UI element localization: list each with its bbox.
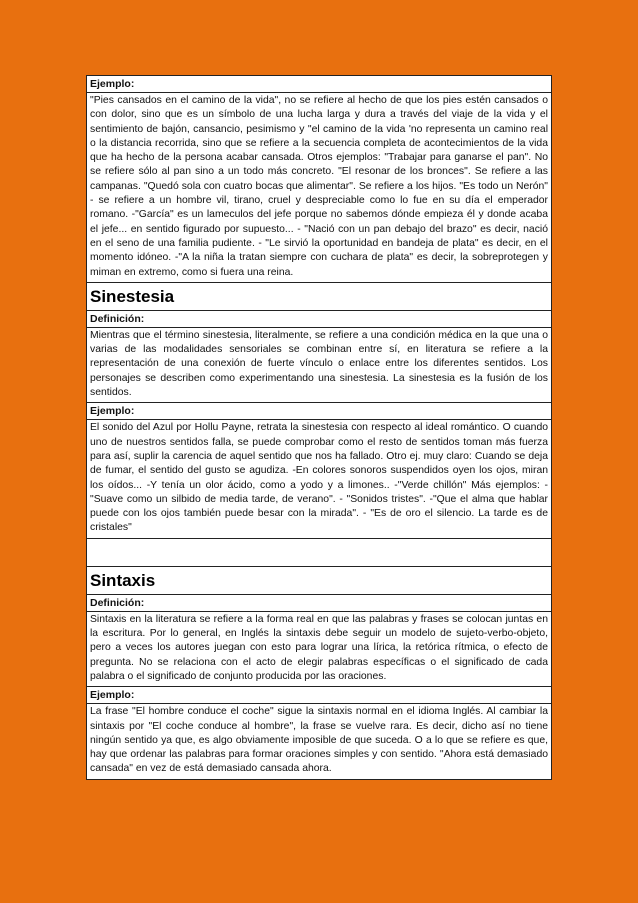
label-ejemplo-sintaxis: Ejemplo:: [87, 687, 551, 704]
label-definicion-sintaxis: Definición:: [87, 595, 551, 612]
document-table: [86, 75, 552, 780]
section-title-sinestesia: Sinestesia: [87, 283, 551, 311]
label-definicion-sinestesia: Definición:: [87, 311, 551, 328]
definicion-text-sinestesia: Mientras que el término sinestesia, literalmente, se refiere a una condición médica en la que una o varias de las modalidades sensoriales se combinan entre sí, en literatura se refiere a la representación de una conexión de fuerte vínculo o enlace entre los diferentes sentidos. Los personajes se describen como experimentando una sinestesia. La sinestesia es la fusión de los sentidos.: [87, 328, 551, 403]
definicion-text-sintaxis: Sintaxis en la literatura se refiere a la forma real en que las palabras y frases se colocan juntas en la escritura. Por lo general, en Inglés la sintaxis debe seguir un modelo de sujeto-verbo-objeto, pero a veces los autores juegan con esto para lograr una lírica, la retórica rítmica, o efecto de pregunta. No se relaciona con el acto de elegir palabras específicas o el significado de cada palabra o el significado de conjunto producida por las oraciones.: [87, 612, 551, 687]
ejemplo-text-sinestesia: El sonido del Azul por Hollu Payne, retrata la sinestesia con respecto al ideal romántico. O cuando uno de nuestros sentidos falla, se puede comprobar como el resto de sentidos toman más fuerza para así, suplir la carencia de aquel sentido que nos ha fallado. Otro ej. muy claro: Cuando se deja de fumar, el sentido del gusto se agudiza. -En colores sonoros suspendidos oyen los ojos, miran los oídos... -Y tenía un olor ácido, como a yodo y a limones.. -"Verde chillón" Más ejemplos: - "Suave como un silbido de media tarde, de verano". - "Sonidos tristes". -"Que el alma que hablar puede con los ojos también puede besar con la mirada". - "Es de oro el silencio. La tarde es de cristales": [87, 420, 551, 538]
ejemplo-text-sintaxis: La frase "El hombre conduce el coche" sigue la sintaxis normal en el idioma Inglés. Al cambiar la sintaxis por "El coche conduce al hombre", la frase se vuelve rara. Es decir, dicho así no tiene ningún sentido ya que, es algo obviamente imposible de que suceda. O a lo que se refiere es que, hay que ordenar las palabras para formar oraciones simples y con sentido. "Ahora está demasiado cansada" en vez de está demasiado cansada ahora.: [87, 704, 551, 779]
label-ejemplo-1: Ejemplo:: [87, 76, 551, 93]
section-title-sintaxis: Sintaxis: [87, 567, 551, 595]
blank-row: [87, 539, 551, 567]
ejemplo-text-1: "Pies cansados en el camino de la vida", no se refiere al hecho de que los pies estén cansados o con dolor, sino que es un símbolo de una lucha larga y dura a través del viaje de la vida y el sentimiento de bajón, cansancio, pesimismo y "el camino de la vida 'no representa un camino real o la distancia recorrida, sino que se refiere a la secuencia completa de acontecimientos de la vida que ha hecho de la persona acabar cansada. Otros ejemplos: "Trabajar para ganarse el pan". No se refiere sólo al pan sino a un todo más concreto. "El resonar de los bronces". Se refiere a las campanas. "Quedó sola con cuatro bocas que alimentar". Se refiere a los hijos. "Es todo un Nerón" - se refiere a un hombre vil, tirano, cruel y despreciable como lo fue en su día el emperador romano. -"García" es un lameculos del jefe porque no sabemos dónde empieza él y donde acaba el jefe... en sentido figurado por supuesto... - "Nació con un pan debajo del brazo" es decir, nació en el seno de una familia pudiente. - "Le sirvió la oportunidad en bandeja de plata" es decir, en el momento idóneo. -"A la niña la tratan siempre con cuchara de plata" es decir, la sobreprotegen y miman en extremo, como si fuera una reina.: [87, 93, 551, 283]
label-ejemplo-sinestesia: Ejemplo:: [87, 403, 551, 420]
